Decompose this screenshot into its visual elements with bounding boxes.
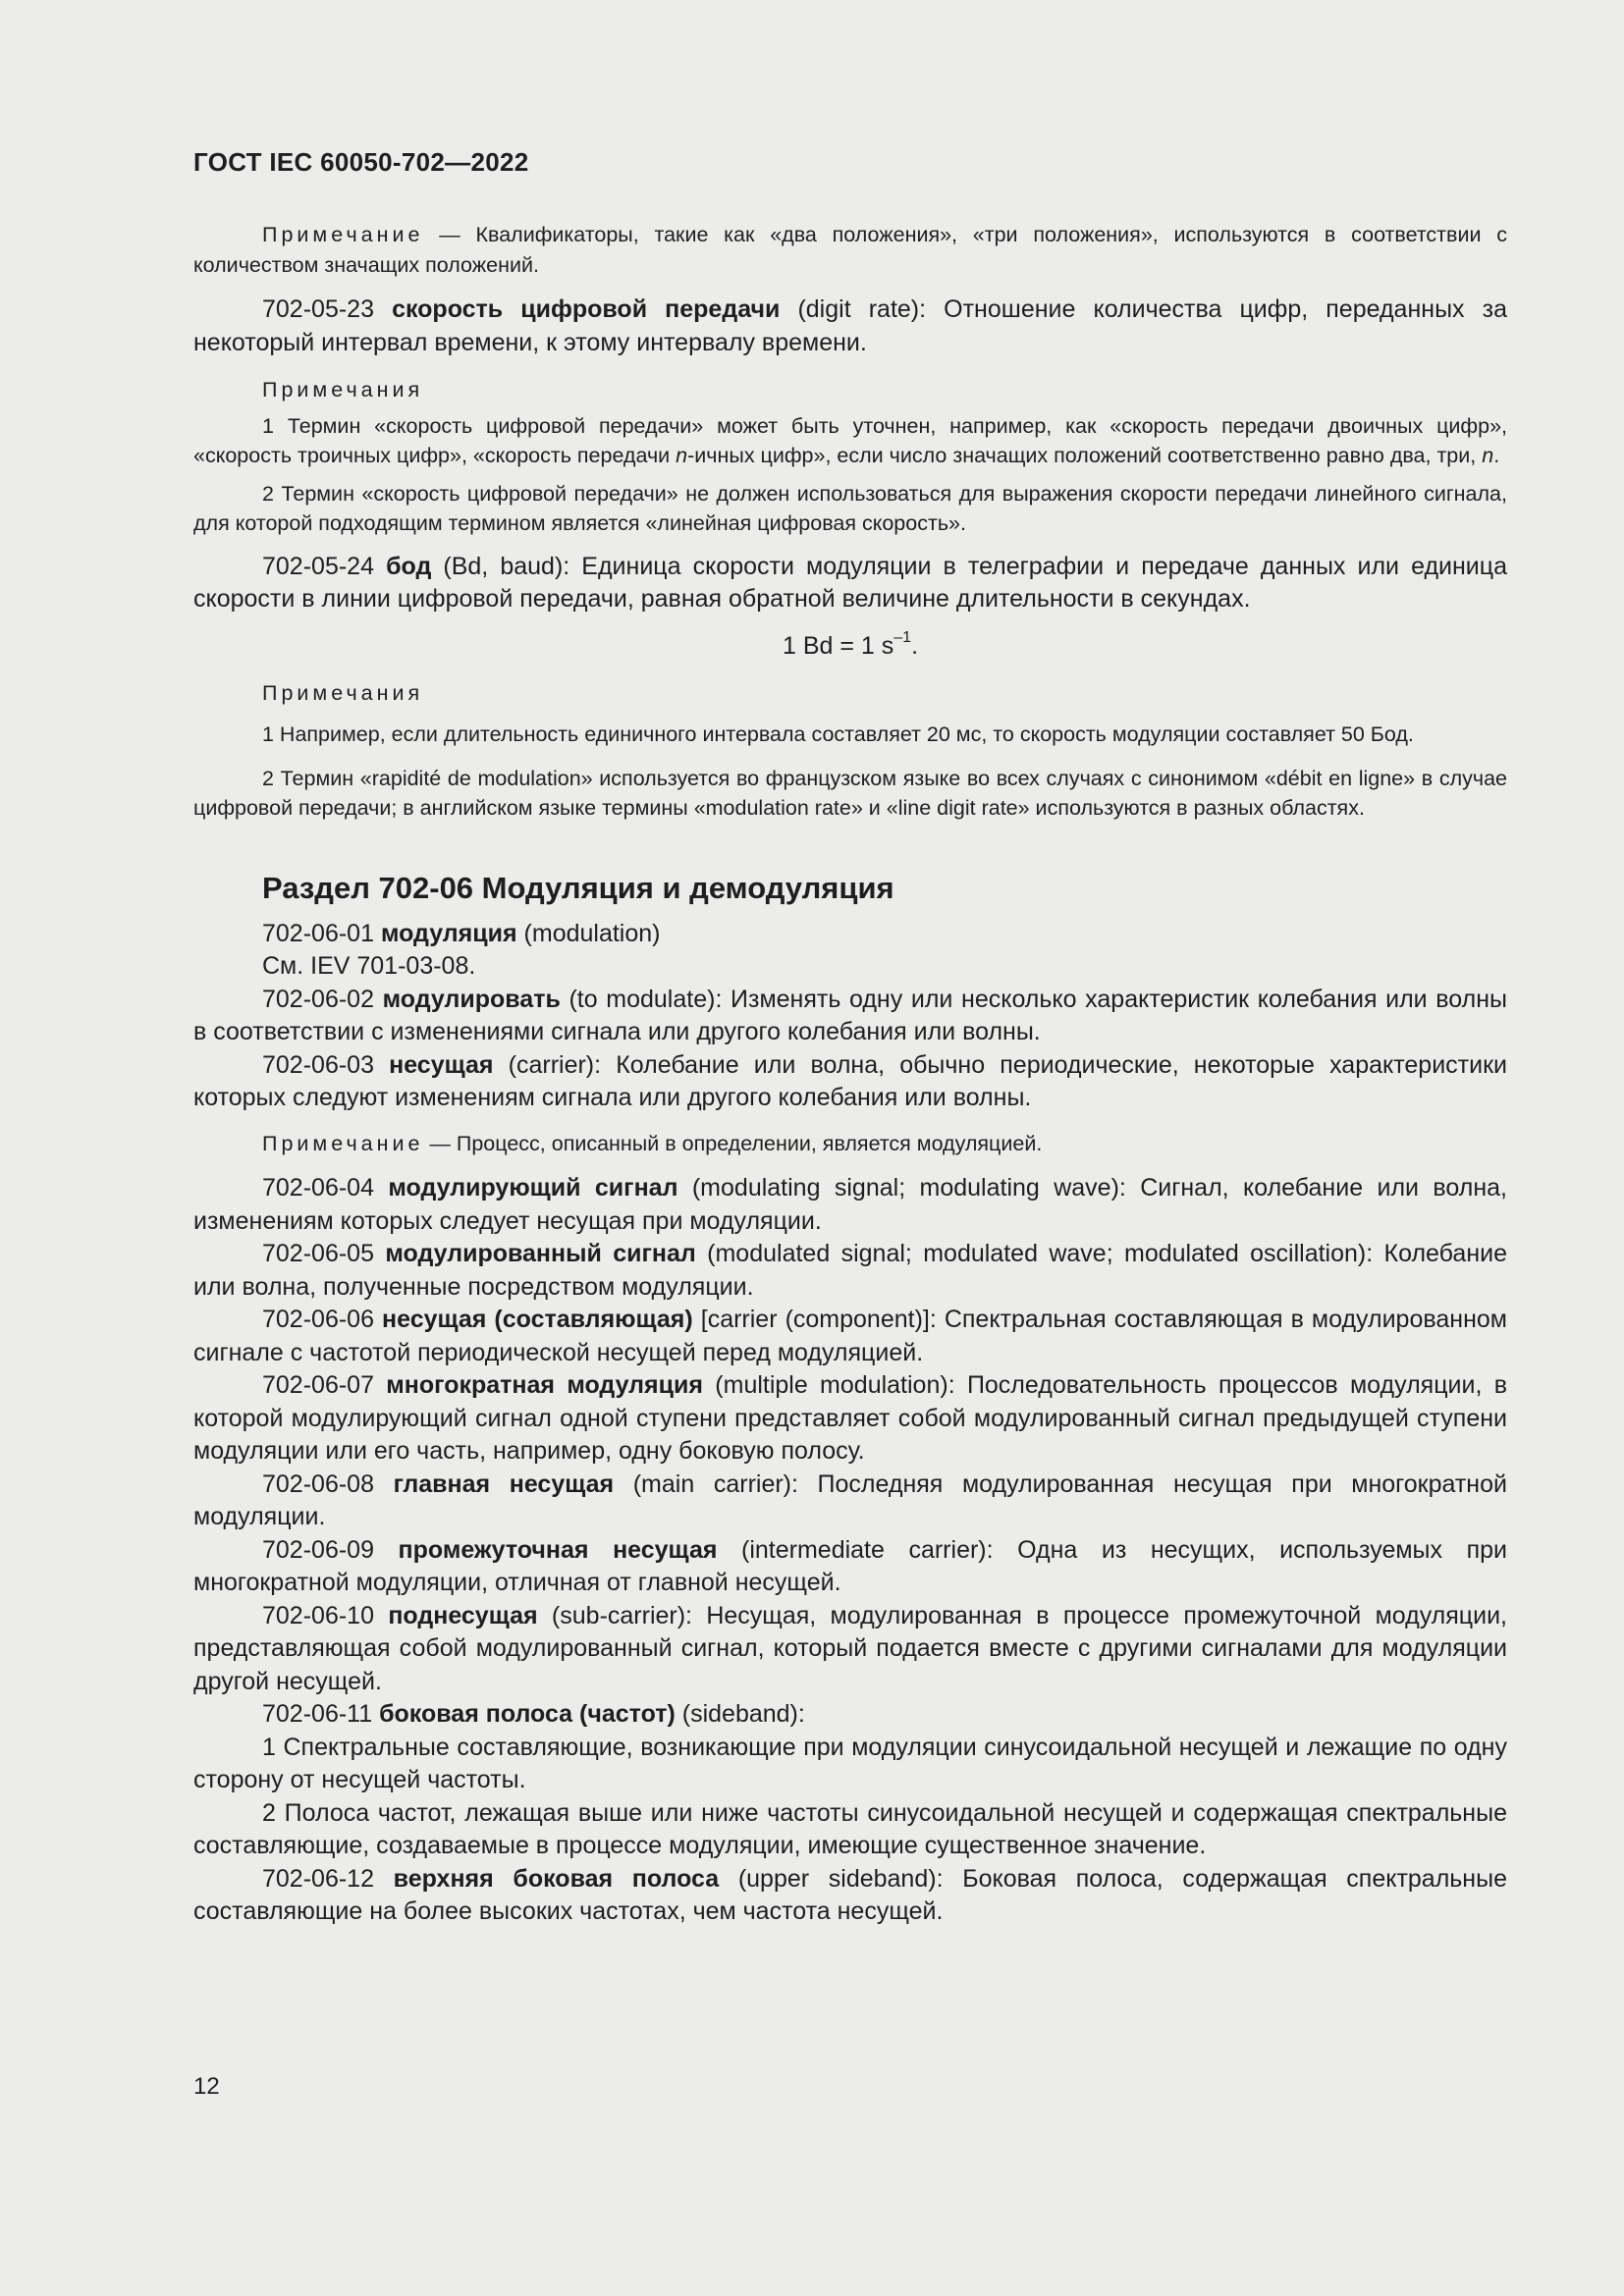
note-702-05-24-1: 1 Например, если длительность единичного интервала составляет 20 мс, то скорость модуляции составляет 50 Бод. xyxy=(262,722,1414,746)
term-702-06-08 xyxy=(193,1468,1507,1534)
term-702-06-12 xyxy=(193,1863,1507,1929)
term-name: модулированный сигнал xyxy=(385,1240,696,1267)
term-name: несущая xyxy=(389,1050,494,1079)
term-name: верхняя боковая полоса xyxy=(393,1864,720,1893)
note-702-05-23-1 xyxy=(193,411,1507,471)
term-definition: (upper sideband): Боковая полоса, содержащая спектральные составляющие на более высоких частотах, чем частота несущей. xyxy=(193,1864,1507,1925)
term-definition: (main carrier): Последняя модулированная несущая при многократной модуляции. xyxy=(193,1469,1507,1530)
term-number: 702-06-05 xyxy=(262,1240,386,1267)
page-content xyxy=(193,220,1507,1929)
term-definition: (Bd, baud): Единица скорости модуляции в телеграфии и передаче данных или единица скорости в линии цифровой передачи, равная обратной величине длительности в секундах. xyxy=(193,552,1507,613)
term-name: модулировать xyxy=(382,985,561,1013)
term-702-06-01 xyxy=(193,918,1507,951)
note-italic-n: n xyxy=(676,444,688,467)
formula-end: . xyxy=(911,631,919,660)
term-number: 702-05-23 xyxy=(262,295,393,323)
note-text-part: 1 Термин «скорость цифровой передачи» может быть уточнен, например, как «скорость передачи двоичных цифр», «скорость троичных цифр», «скорость передачи xyxy=(193,413,1507,467)
term-number: 702-06-11 xyxy=(262,1700,380,1728)
term-702-05-23 xyxy=(193,294,1507,359)
term-702-06-11-definition-1: 1 Спектральные составляющие, возникающие при модуляции синусоидальной несущей и лежащие по одну сторону от несущей частоты. xyxy=(193,1733,1507,1793)
note-702-05-23-2: 2 Термин «скорость цифровой передачи» не должен использоваться для выражения скорости передачи линейного сигнала, для которой подходящим термином является «линейная цифровая скорость». xyxy=(193,481,1507,535)
term-number: 702-06-02 xyxy=(262,985,383,1013)
term-number: 702-06-01 xyxy=(262,919,381,947)
note-italic-n: n xyxy=(1482,444,1494,467)
term-definition: (sub-carrier): Несущая, модулированная в процессе промежуточной модуляции, представляющая собой модулированный сигнал, который подается вместе с другими сигналами для модуляции другой несущей. xyxy=(193,1601,1507,1695)
term-definition: (modulating signal; modulating wave): Сигнал, колебание или волна, изменениям которых следует несущая при модуляции. xyxy=(193,1174,1507,1235)
note-text: — Процесс, описанный в определении, является модуляцией. xyxy=(423,1131,1043,1155)
note-702-05-24-2: 2 Термин «rapidité de modulation» используется во французском языке во всех случаях с синонимом «débit en ligne» в случае цифровой передачи; в английском языке термины «modulation rate» и «line digit rate» используются в разных областях. xyxy=(193,766,1507,820)
term-number: 702-06-07 xyxy=(262,1371,387,1399)
term-702-06-11-definition-2: 2 Полоса частот, лежащая выше или ниже частоты синусоидальной несущей и содержащая спектральные составляющие, создаваемые в процессе модуляции, имеющие существенное значение. xyxy=(193,1798,1507,1859)
term-name: несущая (составляющая) xyxy=(382,1306,693,1333)
term-name: промежуточная несущая xyxy=(398,1535,718,1564)
section-title: Раздел 702-06 Модуляция и демодуляция xyxy=(262,870,894,905)
term-702-06-10 xyxy=(193,1600,1507,1699)
term-number: 702-06-04 xyxy=(262,1174,389,1201)
formula-main: 1 Bd = 1 s xyxy=(782,631,894,660)
term-definition: (sideband): xyxy=(675,1700,805,1728)
note-text-part: -ичных цифр», если число значащих положений соответственно равно два, три, xyxy=(687,444,1483,467)
term-name: главная несущая xyxy=(393,1469,615,1498)
term-definition: (modulation) xyxy=(516,919,661,947)
term-name: многократная модуляция xyxy=(386,1371,703,1399)
term-definition: [carrier (component)]: Спектральная составляющая в модулированном сигнале с частотой периодической несущей перед модуляцией. xyxy=(193,1306,1507,1366)
term-number: 702-06-03 xyxy=(262,1050,390,1079)
term-definition: (modulated signal; modulated wave; modulated oscillation): Колебание или волна, полученные посредством модуляции. xyxy=(193,1240,1507,1301)
term-702-06-01-reference: См. IEV 701-03-08. xyxy=(262,952,476,980)
term-definition: (intermediate carrier): Одна из несущих, используемых при многократной модуляции, отличная от главной несущей. xyxy=(193,1535,1507,1596)
note-label: Примечание xyxy=(262,1131,424,1155)
note-modulation xyxy=(193,1129,1507,1159)
page-number: 12 xyxy=(193,2073,220,2100)
term-number: 702-06-08 xyxy=(262,1469,394,1498)
notes-label: Примечания xyxy=(262,378,424,401)
term-definition: (to modulate): Изменять одну или несколько характеристик колебания или волны в соответствии с изменениями сигнала или другого колебания или волны. xyxy=(193,985,1507,1045)
term-702-05-24 xyxy=(193,551,1507,616)
term-702-06-05 xyxy=(193,1238,1507,1304)
term-702-06-04 xyxy=(193,1172,1507,1238)
note-qualifiers xyxy=(193,220,1507,280)
term-name: скорость цифровой передачи xyxy=(392,295,781,323)
term-702-06-02 xyxy=(193,984,1507,1049)
document-header: ГОСТ IEC 60050-702—2022 xyxy=(193,147,529,177)
formula-baud xyxy=(193,630,1507,663)
term-702-06-03 xyxy=(193,1049,1507,1115)
note-text: — Квалификаторы, такие как «два положения», «три положения», используются в соответствии с количеством значащих положений. xyxy=(193,223,1507,277)
term-name: поднесущая xyxy=(388,1601,538,1629)
note-label: Примечание xyxy=(262,223,424,246)
term-702-06-07 xyxy=(193,1369,1507,1468)
term-number: 702-06-06 xyxy=(262,1306,383,1333)
term-number: 702-06-10 xyxy=(262,1601,389,1629)
term-name: модуляция xyxy=(380,919,517,947)
term-name: бод xyxy=(386,552,432,580)
term-702-06-06 xyxy=(193,1304,1507,1369)
term-definition: (digit rate): Отношение количества цифр, переданных за некоторый интервал времени, к этому интервалу времени. xyxy=(193,295,1507,356)
term-702-06-11 xyxy=(193,1698,1507,1732)
term-definition: (carrier): Колебание или волна, обычно периодические, некоторые характеристики которых следуют изменениям сигнала или другого колебания или волны. xyxy=(193,1050,1507,1111)
term-name: модулирующий сигнал xyxy=(388,1174,678,1201)
formula-exponent: –1 xyxy=(893,629,912,647)
term-number: 702-06-09 xyxy=(262,1535,399,1564)
term-definition: (multiple modulation): Последовательность процессов модуляции, в которой модулирующий сигнал одной ступени представляет собой модулированный сигнал предыдущей ступени модуляции или его часть, например, одну боковую полосу. xyxy=(193,1371,1507,1465)
term-702-06-09 xyxy=(193,1534,1507,1600)
term-name: боковая полоса (частот) xyxy=(379,1700,676,1728)
notes-label: Примечания xyxy=(262,680,424,705)
term-number: 702-06-12 xyxy=(262,1864,394,1893)
term-number: 702-05-24 xyxy=(262,552,387,580)
note-text-part: . xyxy=(1493,444,1500,467)
